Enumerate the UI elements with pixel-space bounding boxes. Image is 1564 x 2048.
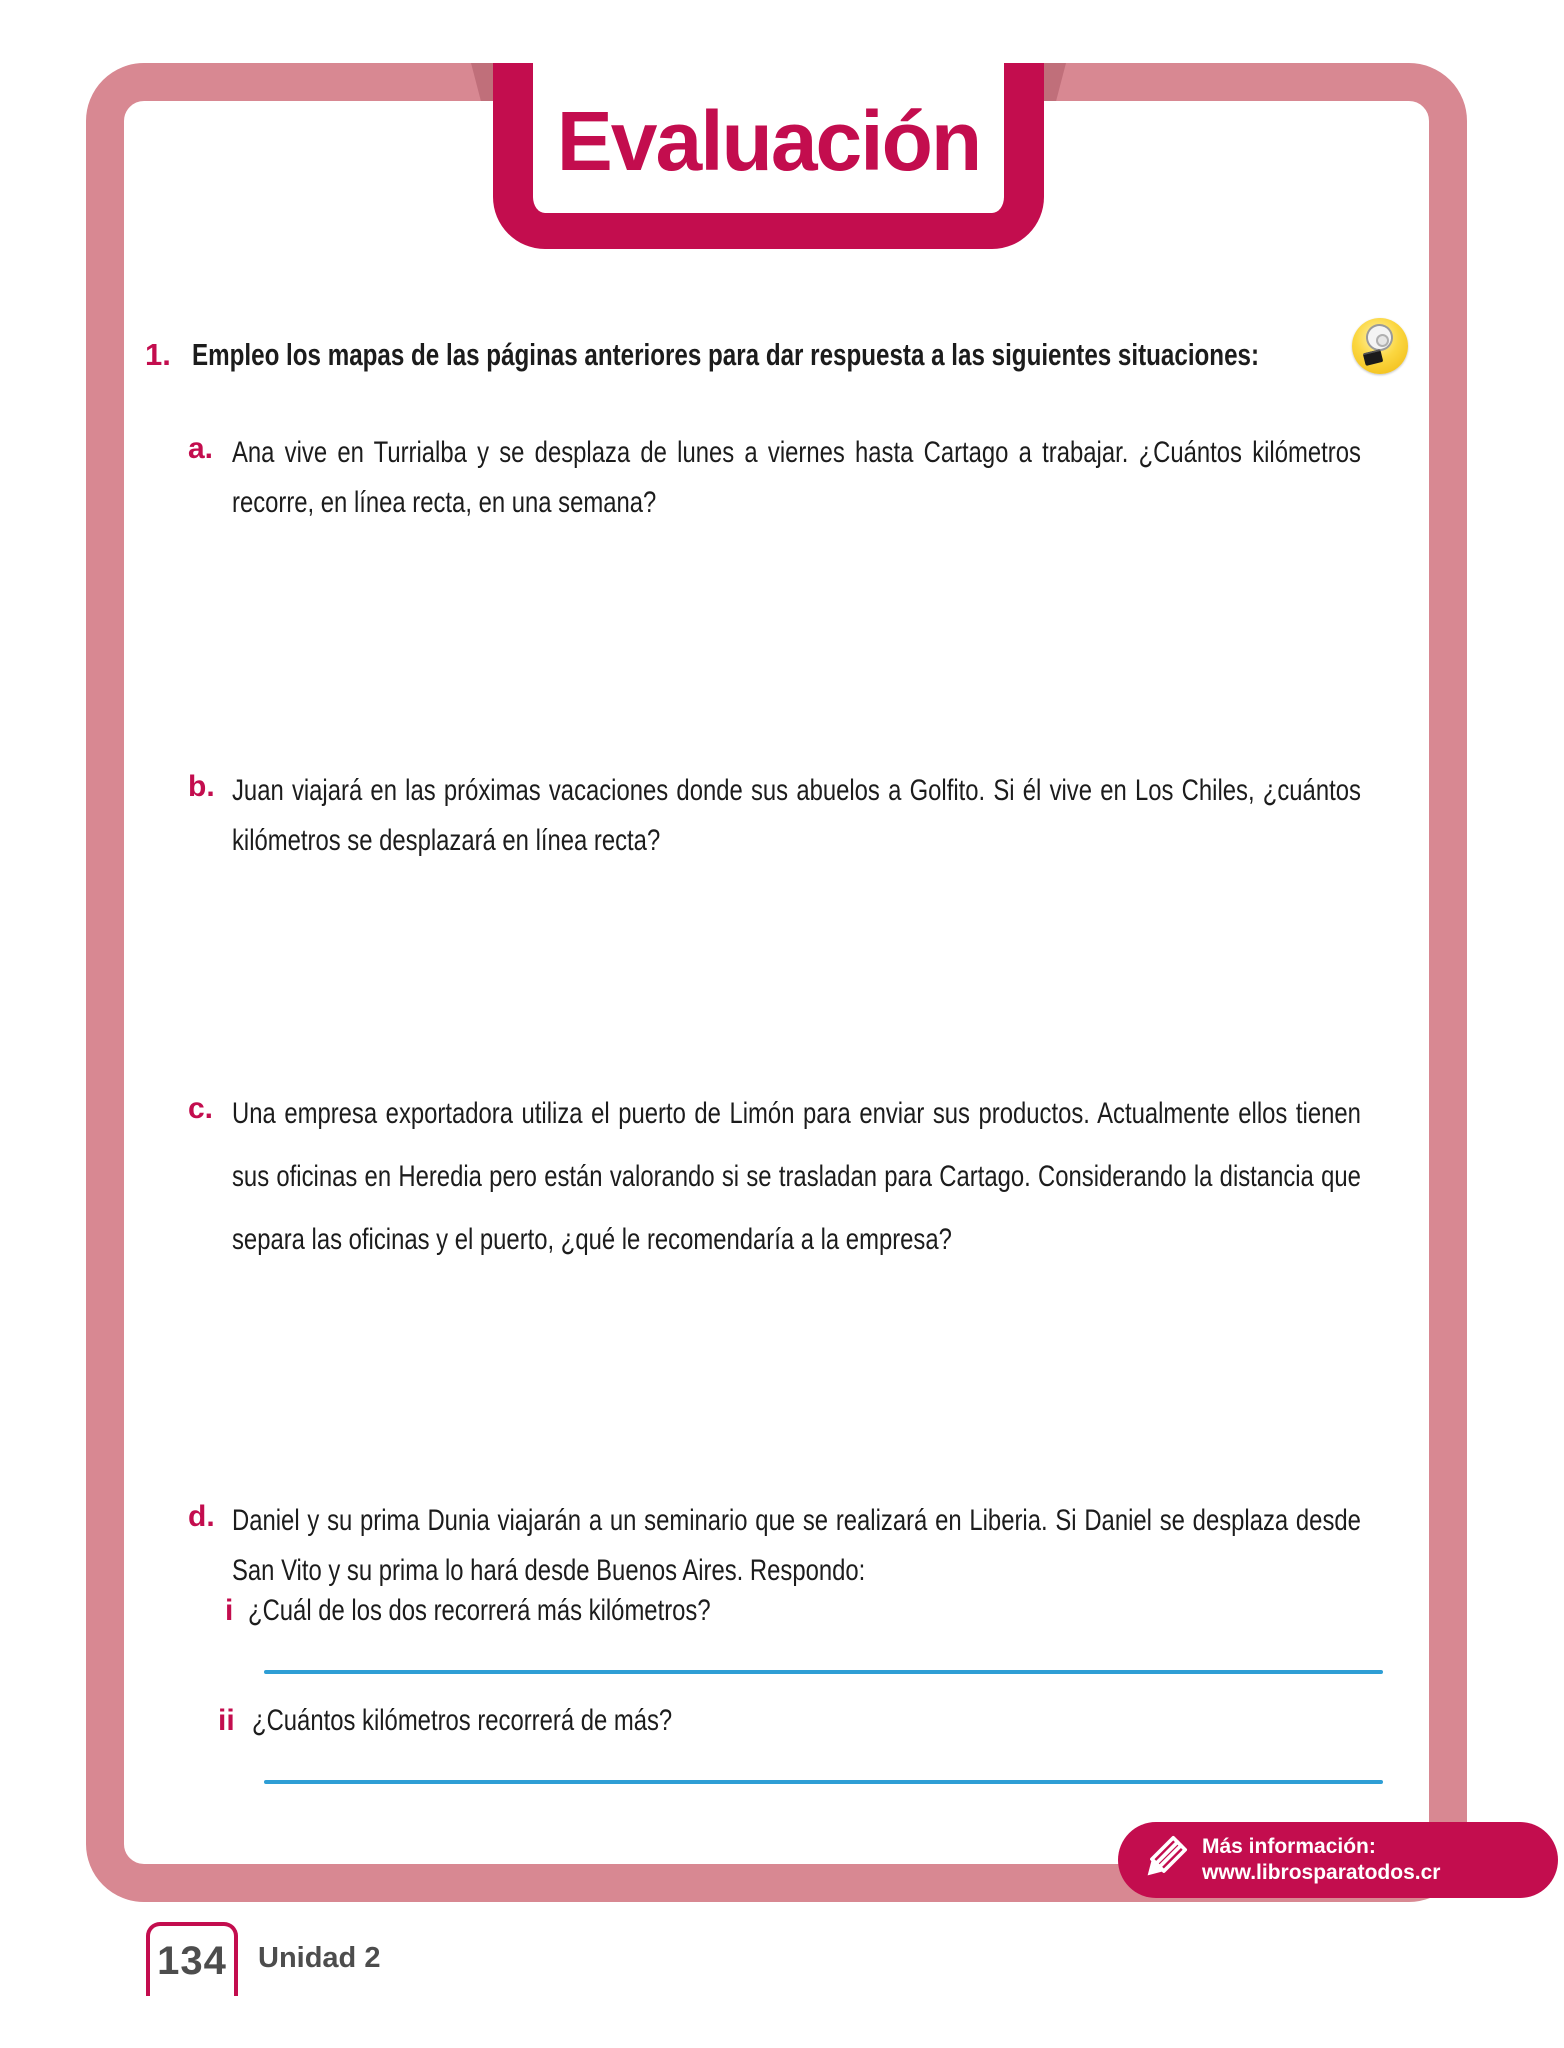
item-label-a: a. (188, 432, 214, 465)
lightbulb-base (1363, 349, 1384, 366)
item-label-d: d. (188, 1500, 215, 1533)
sub-question-label-i: i (225, 1594, 234, 1627)
evaluation-banner (493, 63, 1044, 249)
more-info-url[interactable]: www.librosparatodos.cr (1202, 1861, 1441, 1884)
page-number: 134 (157, 1938, 227, 1983)
page-title: Evaluación (556, 94, 981, 188)
lightbulb-filament (1376, 334, 1389, 347)
page-number-box (146, 1922, 238, 1996)
item-text-a: Ana vive en Turrialba y se desplaza de lunes a viernes hasta Cartago a trabajar. ¿Cuántos kilómetros recorre, en línea recta, en una semana? (232, 436, 1361, 519)
item-label-c: c. (188, 1092, 214, 1125)
answer-line-ii[interactable] (264, 1780, 1383, 1784)
answer-line-i[interactable] (264, 1670, 1383, 1674)
question-number: 1. (145, 337, 171, 372)
item-text-c: Una empresa exportadora utiliza el puerto de Limón para enviar sus productos. Actualmente ellos tienen sus oficinas en Heredia pero están valorando si se trasladan para Cartago. Considerando la distancia que separa las oficinas y el puerto, ¿qué le recomendaría a la empresa? (232, 1097, 1361, 1256)
item-text-b: Juan viajará en las próximas vacaciones donde sus abuelos a Golfito. Si él vive en Los Chiles, ¿cuántos kilómetros se desplazará en línea recta? (232, 774, 1361, 857)
sub-question-text-ii: ¿Cuántos kilómetros recorrerá de más? (252, 1704, 673, 1737)
unit-label: Unidad 2 (258, 1942, 381, 1974)
pencil-icon (1134, 1831, 1192, 1889)
more-info-line1: Más información: (1202, 1835, 1376, 1858)
sub-question-label-ii: ii (218, 1704, 235, 1737)
more-info-badge[interactable] (1118, 1822, 1558, 1898)
item-label-b: b. (188, 770, 215, 803)
sub-question-text-i: ¿Cuál de los dos recorrerá más kilómetros? (248, 1594, 711, 1627)
item-text-d: Daniel y su prima Dunia viajarán a un seminario que se realizará en Liberia. Si Daniel se desplaza desde San Vito y su prima lo hará desde Buenos Aires. Respondo: (232, 1504, 1361, 1587)
lightbulb-icon (1352, 318, 1408, 374)
question-text: Empleo los mapas de las páginas anteriores para dar respuesta a las siguientes situaciones: (192, 337, 1260, 372)
more-info-text (1202, 1834, 1440, 1886)
